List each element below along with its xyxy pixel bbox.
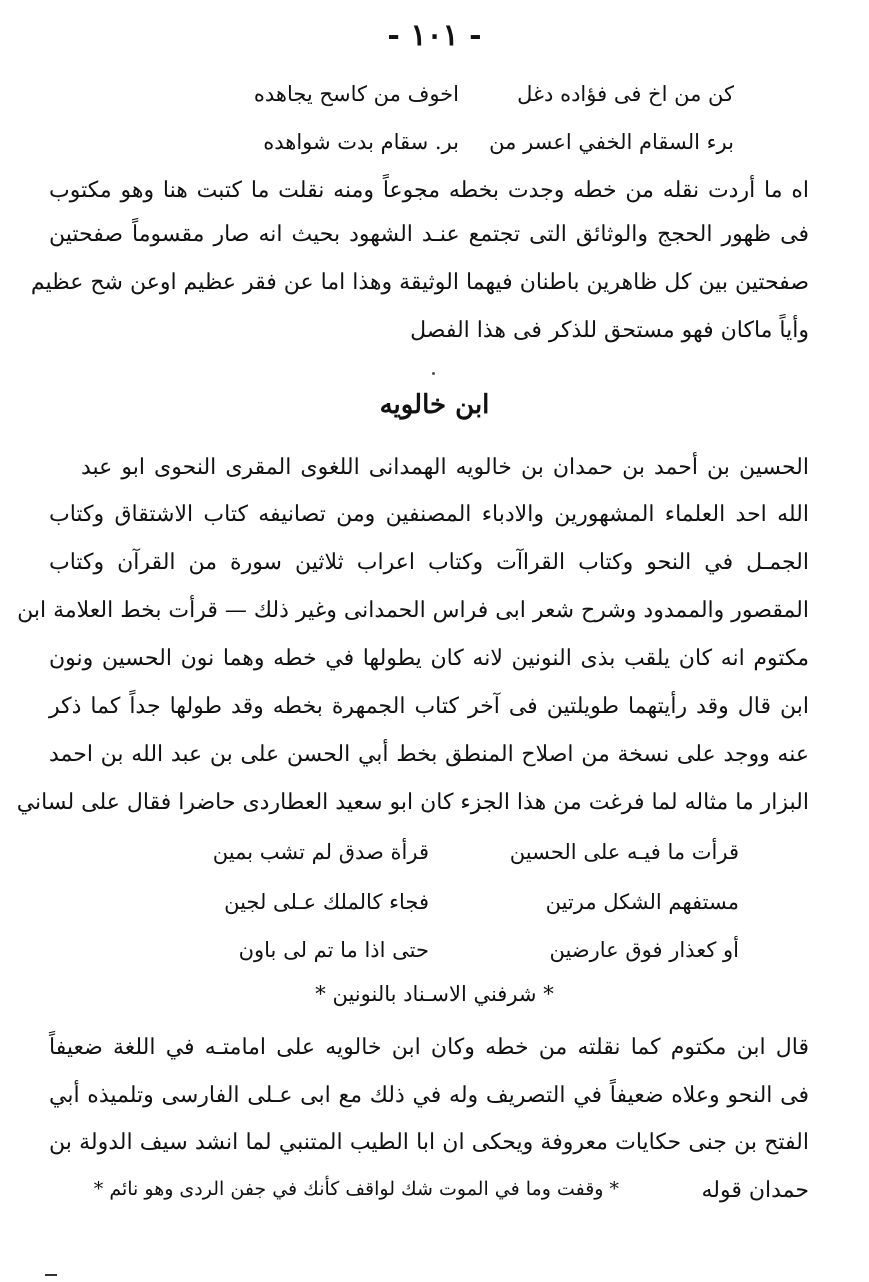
section-heading: ابن خالويه bbox=[379, 390, 490, 420]
verse-5-first-hemistich: أو كعذار فوق عارضين bbox=[549, 938, 739, 962]
paragraph-1-line-4: وأياً ماكان فهو مستحق للذكر فى هذا الفصل bbox=[410, 318, 809, 343]
verse-4-first-hemistich: مستفهم الشكل مرتين bbox=[545, 890, 739, 914]
corner-mark bbox=[45, 1274, 57, 1282]
paragraph-1-line-3: صفحتين بين كل ظاهرين باطنان فيهما الوثيقة وهذا اما عن فقر عظيم اوعن شح عظيم bbox=[30, 270, 809, 295]
paragraph-2-line-6: ابن قال وقد رأيتهما طويلتين فى آخر كتاب الجمهرة بخطه وقد طولها جداً كما ذكر bbox=[49, 694, 809, 719]
paragraph-2-line-2: الله احد العلماء المشهورين والادباء المصنفين ومن تصانيفه كتاب الاشتقاق وكتاب bbox=[49, 502, 809, 527]
last-line-start: حمدان قوله bbox=[701, 1178, 809, 1203]
paragraph-2-line-3: الجمـل في النحو وكتاب القراآت وكتاب اعراب ثلاثين سورة من القرآن وكتاب bbox=[49, 550, 809, 575]
verse-2-first-hemistich: برء السقام الخفي اعسر من bbox=[489, 130, 734, 154]
paragraph-2-line-8: البزار ما مثاله لما فرغت من هذا الجزء كان ابو سعيد العطاردى حاضرا فقال على لساني bbox=[16, 790, 809, 815]
paragraph-1-line-2: فى ظهور الحجج والوثائق التى تجتمع عنـد الشهود بحيث انه صار مقسوماً صفحتين bbox=[49, 222, 809, 247]
verse-4-second-hemistich: فجاء كالملك عـلى لجين bbox=[224, 890, 429, 914]
page-number: - ١٠١ - bbox=[387, 18, 482, 53]
verse-3-first-hemistich: قرأت ما فيـه على الحسين bbox=[509, 840, 739, 864]
verse-5-second-hemistich: حتى اذا ما تم لى باون bbox=[238, 938, 429, 962]
verse-3-second-hemistich: قرأة صدق لم تشب بمين bbox=[212, 840, 429, 864]
paragraph-3-line-3: الفتح بن جنى حكايات معروفة ويحكى ان ابا الطيب المتنبي لما انشد سيف الدولة بن bbox=[49, 1130, 809, 1155]
verse-2-second-hemistich: بر. سقام بدت شواهده bbox=[263, 130, 459, 154]
verse-1-second-hemistich: اخوف من كاسح يجاهده bbox=[253, 82, 459, 106]
paragraph-2-line-5: مكتوم انه كان يلقب بذى النونين لانه كان يطولها في خطه وهما نون الحسين ونون bbox=[49, 646, 809, 671]
paragraph-2-line-7: عنه ووجد على نسخة من اصلاح المنطق بخط أبي الحسن على بن عبد الله بن احمد bbox=[49, 742, 809, 767]
centered-verse: * شرفني الاسـناد بالنونين * bbox=[315, 982, 554, 1006]
verse-1-first-hemistich: كن من اخ فى فؤاده دغل bbox=[517, 82, 734, 106]
paragraph-2-line-1: الحسين بن أحمد بن حمدان بن خالويه الهمدانى اللغوى المقرى النحوى ابو عبد bbox=[81, 455, 809, 480]
paragraph-2-line-4: المقصور والممدود وشرح شعر ابى فراس الحمدانى وغير ذلك — قرأت بخط العلامة ابن bbox=[17, 598, 809, 623]
paragraph-3-line-1: قال ابن مكتوم كما نقلته من خطه وكان ابن خالويه على امامتـه في اللغة ضعيفاً bbox=[49, 1035, 809, 1060]
paragraph-3-line-2: فى النحو وعلاه ضعيفاً في التصريف وله في ذلك مع ابى عـلى الفارسى وتلميذه أبي bbox=[49, 1083, 809, 1108]
stray-ink-mark bbox=[432, 372, 435, 375]
last-line-verse: * وقفت وما في الموت شك لواقف كأنك في جفن الردى وهو نائم * bbox=[93, 1178, 619, 1200]
paragraph-1-line-1: اه ما أردت نقله من خطه وجدت بخطه مجوعاً ومنه نقلت ما كتبت هنا وهو مكتوب bbox=[49, 178, 809, 203]
